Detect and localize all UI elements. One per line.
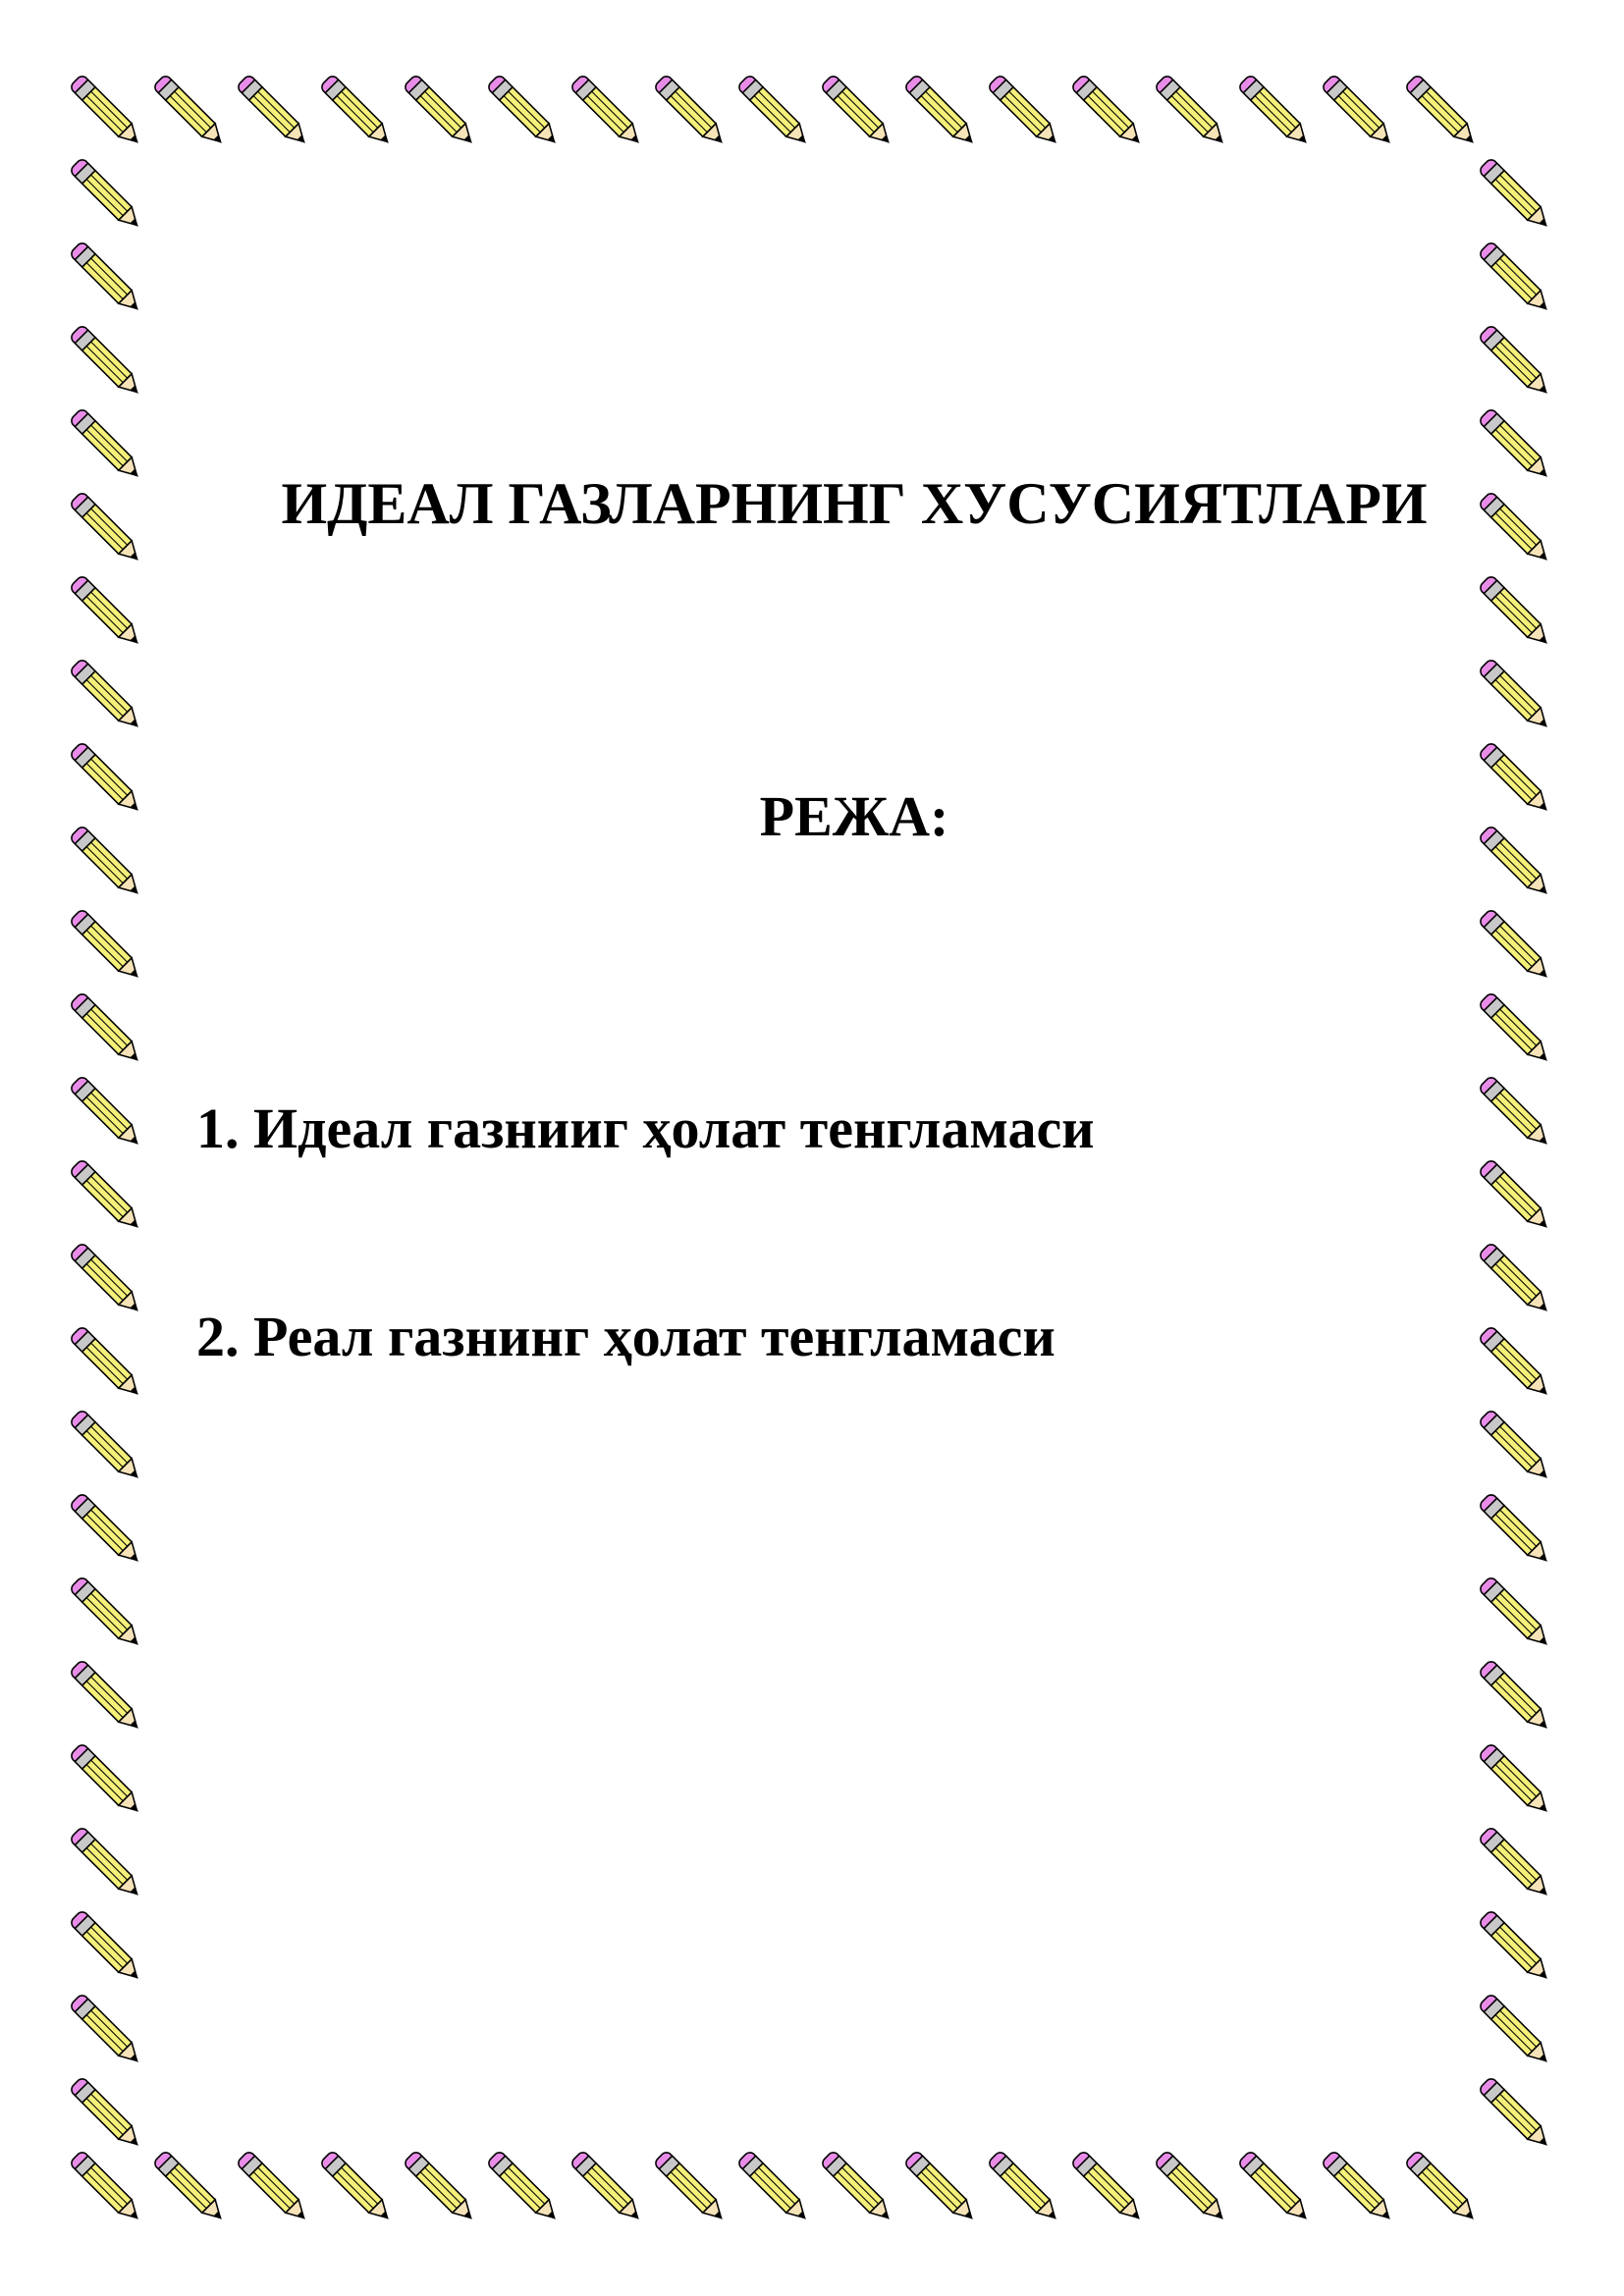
pencil-icon <box>1478 2076 1553 2152</box>
pencil-icon <box>653 74 729 149</box>
pencil-icon <box>1478 1826 1553 1901</box>
pencil-icon <box>69 2076 144 2152</box>
pencil-icon <box>1478 1409 1553 1484</box>
pencil-icon <box>1478 1075 1553 1150</box>
pencil-icon <box>69 1409 144 1484</box>
pencil-icon <box>69 1993 144 2068</box>
pencil-icon <box>1478 574 1553 650</box>
pencil-icon <box>152 2150 228 2225</box>
pencil-icon <box>236 2150 311 2225</box>
pencil-icon <box>1478 908 1553 984</box>
pencil-icon <box>1478 240 1553 316</box>
plan-heading: РЕЖА: <box>759 784 949 848</box>
pencil-icon <box>69 1075 144 1150</box>
pencil-icon <box>69 1575 144 1651</box>
pencil-icon <box>69 991 144 1067</box>
pencil-icon <box>319 74 395 149</box>
pencil-icon <box>1404 74 1480 149</box>
pencil-icon <box>69 1492 144 1568</box>
pencil-icon <box>903 2150 979 2225</box>
pencil-icon <box>736 2150 812 2225</box>
plan-item-2: 2. Реал газнинг ҳолат тенгламаси <box>196 1305 1056 1368</box>
pencil-icon <box>486 74 562 149</box>
pencil-icon <box>69 1826 144 1901</box>
pencil-icon <box>736 74 812 149</box>
pencil-icon <box>1478 1659 1553 1735</box>
pencil-icon <box>1321 74 1396 149</box>
pencil-icon <box>987 74 1062 149</box>
pencil-icon <box>1478 1492 1553 1568</box>
pencil-icon <box>1070 74 1146 149</box>
pencil-icon <box>1478 1742 1553 1818</box>
pencil-icon <box>69 1158 144 1234</box>
pencil-icon <box>69 908 144 984</box>
pencil-icon <box>69 1659 144 1735</box>
pencil-icon <box>820 74 895 149</box>
pencil-icon <box>69 2150 144 2225</box>
pencil-icon <box>1478 157 1553 233</box>
pencil-icon <box>1478 1993 1553 2068</box>
pencil-icon <box>569 2150 645 2225</box>
pencil-icon <box>653 2150 729 2225</box>
pencil-icon <box>1478 324 1553 400</box>
pencil-icon <box>1478 1242 1553 1317</box>
pencil-icon <box>236 74 311 149</box>
pencil-icon <box>1478 658 1553 733</box>
pencil-icon <box>486 2150 562 2225</box>
pencil-icon <box>1478 991 1553 1067</box>
pencil-icon <box>69 1909 144 1985</box>
pencil-icon <box>1237 2150 1313 2225</box>
pencil-icon <box>569 74 645 149</box>
pencil-icon <box>1321 2150 1396 2225</box>
pencil-icon <box>1478 1158 1553 1234</box>
pencil-icon <box>69 74 144 149</box>
pencil-icon <box>1404 2150 1480 2225</box>
pencil-icon <box>69 157 144 233</box>
pencil-icon <box>1154 74 1229 149</box>
pencil-icon <box>152 74 228 149</box>
pencil-icon <box>69 574 144 650</box>
pencil-icon <box>69 324 144 400</box>
pencil-icon <box>69 1325 144 1401</box>
pencil-icon <box>1237 74 1313 149</box>
pencil-icon <box>1070 2150 1146 2225</box>
pencil-icon <box>987 2150 1062 2225</box>
pencil-icon <box>69 240 144 316</box>
pencil-icon <box>1478 1909 1553 1985</box>
pencil-icon <box>319 2150 395 2225</box>
page-title: ИДЕАЛ ГАЗЛАРНИНГ ХУСУСИЯТЛАРИ <box>281 471 1428 536</box>
pencil-icon <box>1478 1575 1553 1651</box>
pencil-icon <box>403 74 478 149</box>
pencil-icon <box>820 2150 895 2225</box>
pencil-icon <box>69 1742 144 1818</box>
pencil-icon <box>903 74 979 149</box>
plan-item-1: 1. Идеал газнииг ҳолат тенгламаси <box>196 1096 1095 1160</box>
pencil-icon <box>1154 2150 1229 2225</box>
pencil-icon <box>69 658 144 733</box>
pencil-icon <box>403 2150 478 2225</box>
pencil-icon <box>69 1242 144 1317</box>
pencil-icon <box>1478 1325 1553 1401</box>
